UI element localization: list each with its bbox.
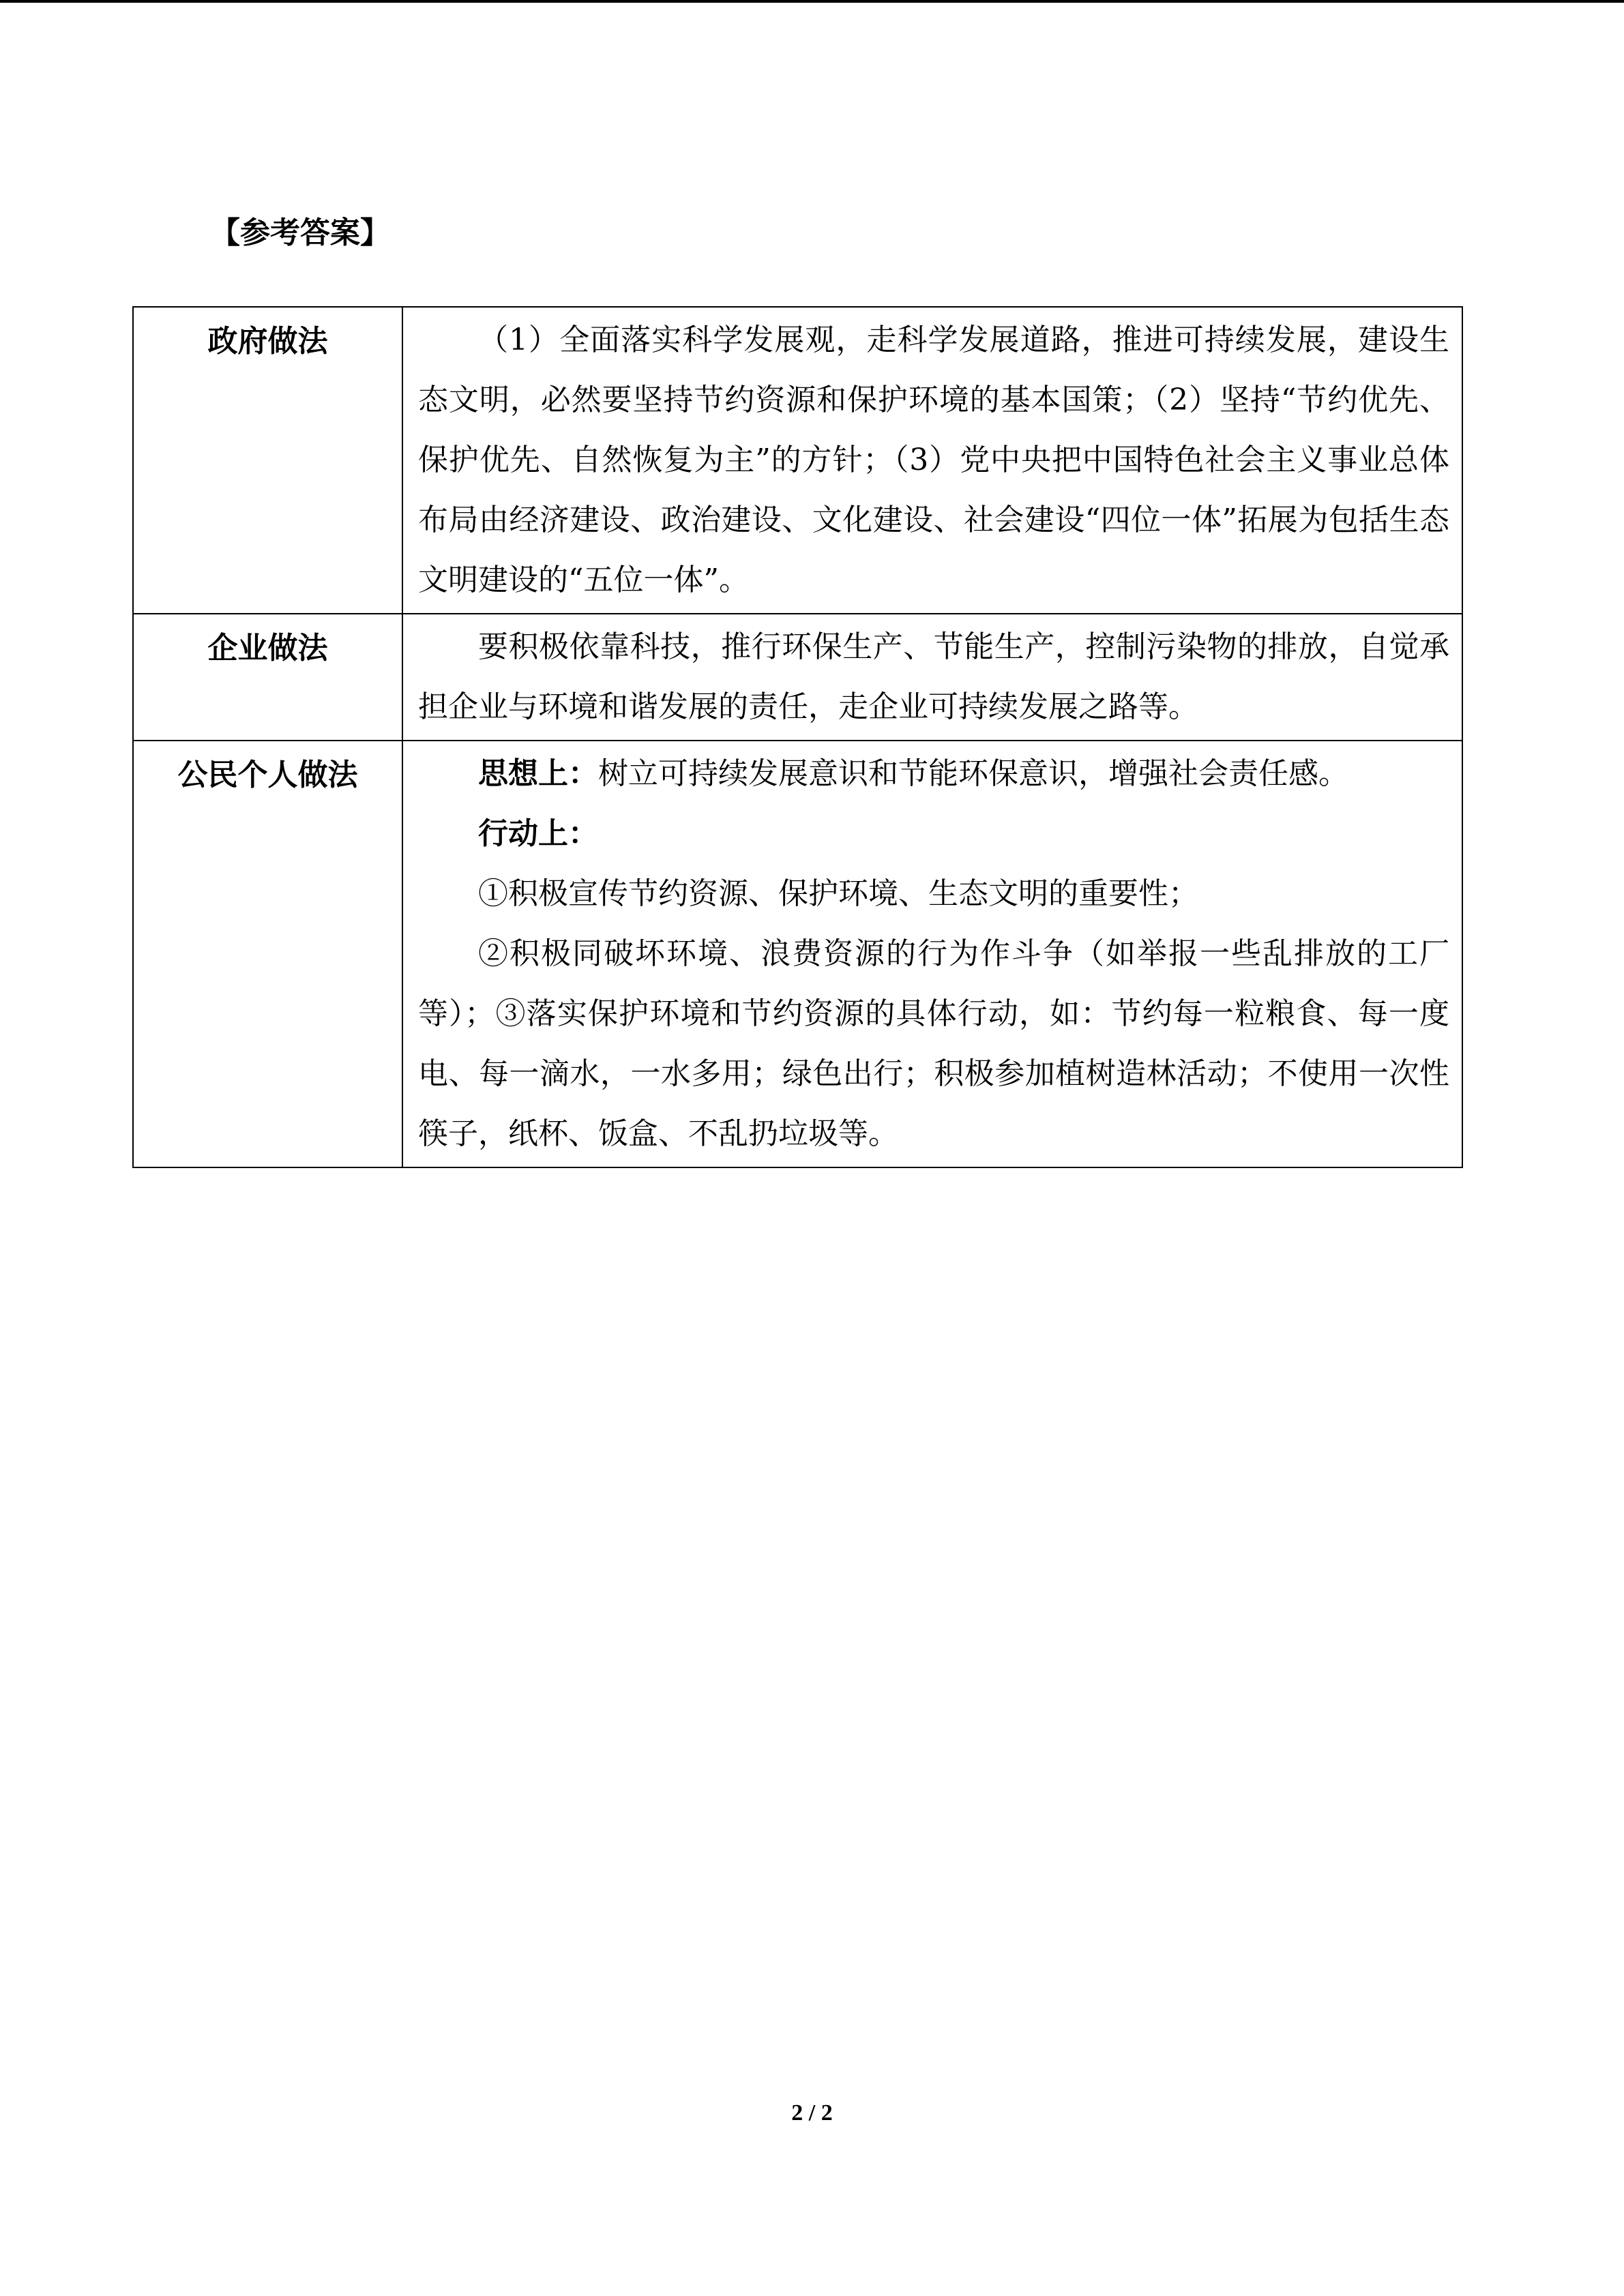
action-item-1: ①积极宣传节约资源、保护环境、生态文明的重要性；	[478, 876, 1198, 911]
enterprise-paragraph: 要积极依靠科技，推行环保生产、节能生产，控制污染物的排放，自觉承担企业与环境和谐发展的责任，走企业可持续发展之路等。	[418, 629, 1449, 724]
government-paragraph: （1）全面落实科学发展观，走科学发展道路，推进可持续发展，建设生态文明，必然要坚持节约资源和保护环境的基本国策；（2）坚持“节约优先、保护优先、自然恢复为主”的方针；（3）党中央把中国特色社会主义事业总体布局由经济建设、政治建设、文化建设、社会建设“四位一体”拓展为包括生态文明建设的“五位一体”。	[418, 323, 1449, 597]
thought-label: 思想上：	[478, 756, 598, 791]
thought-text: 树立可持续发展意识和节能环保意识，增强社会责任感。	[598, 756, 1348, 791]
action-label: 行动上：	[478, 816, 598, 851]
row-label-citizen: 公民个人做法	[133, 741, 402, 1167]
row-content-government	[402, 307, 1462, 614]
row-label-enterprise: 企业做法	[133, 614, 402, 741]
citizen-thought-paragraph	[418, 744, 1449, 804]
page-number: 2 / 2	[791, 2100, 833, 2126]
table-row-citizen	[133, 741, 1462, 1167]
section-heading: 【参考答案】	[210, 215, 390, 250]
answer-table	[132, 306, 1463, 1168]
page-top-border	[0, 0, 1624, 3]
row-label-government: 政府做法	[133, 307, 402, 614]
row-content-enterprise	[402, 614, 1462, 741]
table-row-government	[133, 307, 1462, 614]
action-item-2: ②积极同破坏环境、浪费资源的行为作斗争（如举报一些乱排放的工厂等）；③落实保护环境和节约资源的具体行动，如：节约每一粒粮食、每一度电、每一滴水，一水多用；绿色出行；积极参加植树造林活动；不使用一次性筷子，纸杯、饭盒、不乱扔垃圾等。	[418, 936, 1449, 1151]
table-row-enterprise	[133, 614, 1462, 741]
row-content-citizen	[402, 741, 1462, 1167]
